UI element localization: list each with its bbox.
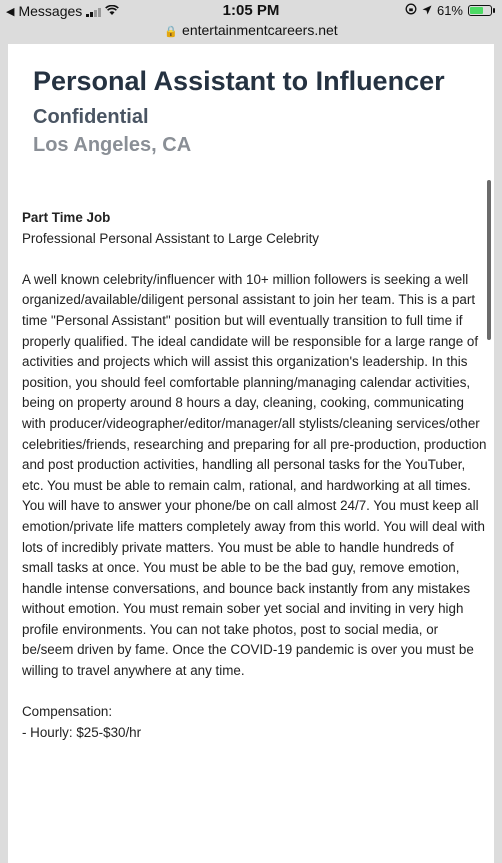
- battery-percent: 61%: [436, 3, 463, 18]
- status-right: [405, 3, 492, 18]
- back-to-app-label[interactable]: Messages: [18, 3, 83, 19]
- job-description: A well known celebrity/influencer with 10+ million followers is seeking a well organized/available/diligent personal assistant to join her team. This is a part time "Personal Assistant" position but will eventually transition to full time if properly qualified. The ideal candidate will be responsible for a large range of activities and projects which will assist this organization's leadership. In this position, you should feel comfortable planning/managing calendar activities, being on property around 8 hours a day, cleaning, cooking, communicating with producer/videographer/editor/manager/all stylists/cleaning services/other celebrities/friends, researching and preparing for all pre-production, production and post production activities, handling all personal tasks for the YouTuber, etc. You must be able to remain calm, rational, and hardworking at all times. You will have to answer your phone/be on call almost 24/7. You must keep all emotion/private life matters completely away from this world. You will deal with lots of incredibly private matters. You must be able to handle hundreds of small tasks at once. You must be able to be the bad guy, remove emotion, handle intense conversations, and bounce back instantly from any mistakes without emotion. You must remain sober yet social and inviting in very high profile environments. You can not take photos, post to social media, or be/seem driven by fame. Once the COVID-19 pandemic is over you must be willing to travel anywhere at any time.: [22, 271, 487, 679]
- status-time: 1:05 PM: [222, 2, 280, 19]
- rotation-lock-icon: [405, 3, 417, 18]
- address-bar[interactable]: [0, 22, 502, 42]
- battery-icon: [468, 5, 492, 16]
- company-name: Confidential: [33, 106, 149, 128]
- compensation-label: Compensation:: [22, 704, 113, 720]
- url-domain: entertainmentcareers.net: [182, 22, 338, 38]
- lock-icon: 🔒: [164, 26, 179, 38]
- job-type: Part Time Job: [22, 210, 111, 225]
- job-body: [22, 208, 488, 743]
- job-title: Personal Assistant to Influencer: [33, 66, 445, 96]
- status-bar: [0, 0, 502, 22]
- compensation-hourly: - Hourly: $25-$30/hr: [22, 724, 142, 740]
- job-location: Los Angeles, CA: [33, 134, 192, 156]
- spacer: [22, 682, 488, 703]
- back-arrow-icon[interactable]: ◀: [6, 5, 15, 18]
- job-subtitle: Professional Personal Assistant to Large Celebrity: [22, 230, 319, 246]
- job-page: [8, 44, 494, 863]
- location-arrow-icon: [422, 3, 432, 18]
- spacer: [22, 249, 488, 270]
